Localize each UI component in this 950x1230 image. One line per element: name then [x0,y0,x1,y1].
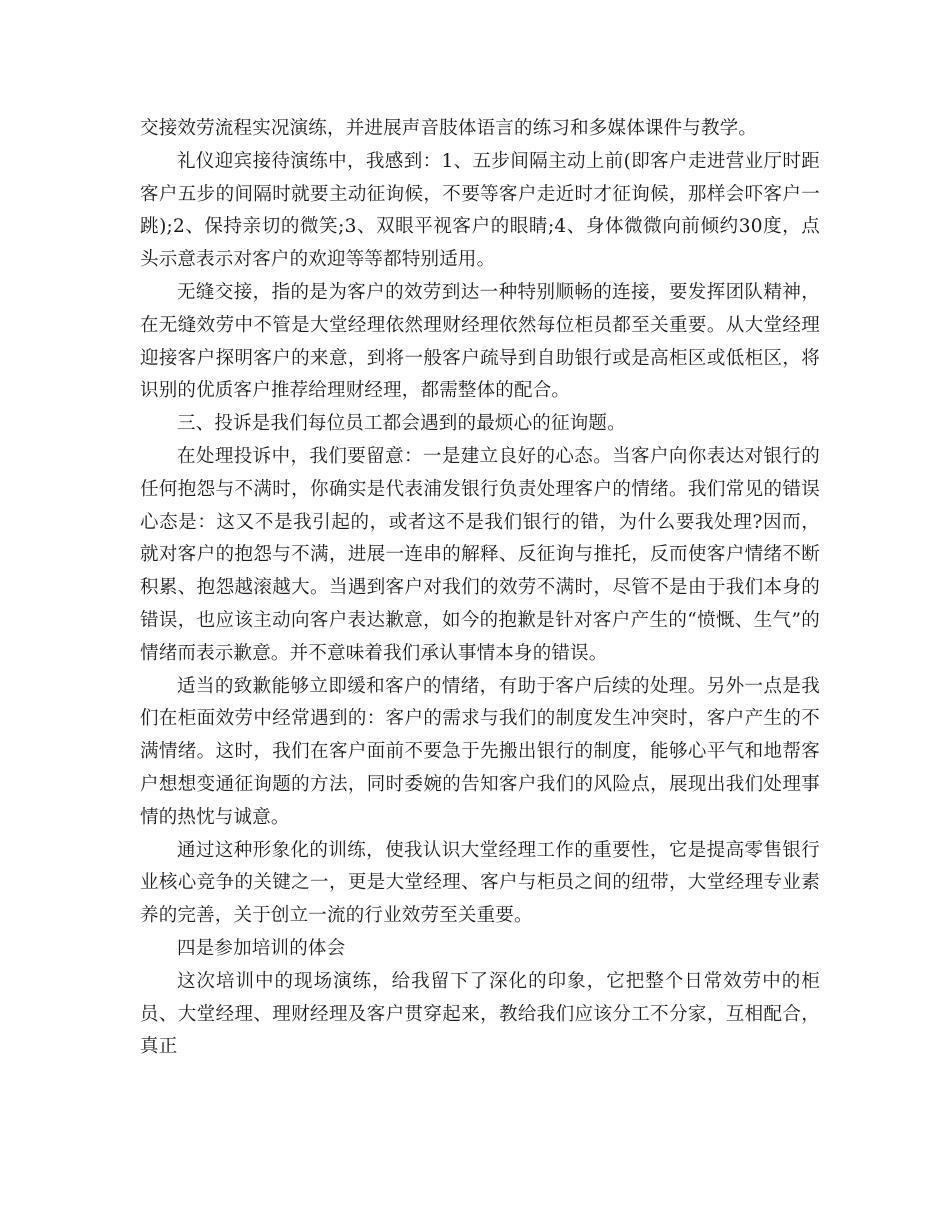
paragraph-etiquette-drill: 礼仪迎宾接待演练中，我感到：1、五步间隔主动上前(即客户走进营业厅时距客户五步的间隔时就要主动征询候，不要等客户走近时才征询候，那样会吓客户一跳);2、保持亲切的微笑;3、双眼平视客户的眼睛;4、身体微微向前倾约30度，点头示意表示对客户的欢迎等等都特别适用。 [140,150,820,271]
section-heading-experience: 四是参加培训的体会 [177,937,346,959]
paragraph-continuation: 交接效劳流程实况演练，并进展声音肢体语言的练习和多媒体课件与教学。 [140,118,758,139]
document-body [140,113,820,1064]
paragraph-training-value: 通过这种形象化的训练，使我认识大堂经理工作的重要性，它是提高零售银行业核心竞争的关键之一，更是大堂经理、客户与柜员之间的纽带，大堂经理专业素养的完善，关于创立一流的行业效劳至关重要。 [140,839,820,927]
paragraph-apology: 适当的致歉能够立即缓和客户的情绪，有助于客户后续的处理。另外一点是我们在柜面效劳中经常遇到的：客户的需求与我们的制度发生冲突时，客户产生的不满情绪。这时，我们在客户面前不要急于先搬出银行的制度，能够心平气和地帮客户想想变通征询题的方法，同时委婉的告知客户我们的风险点，展现出我们处理事情的热忱与诚意。 [140,675,820,828]
paragraph-handling-complaints: 在处理投诉中，我们要留意：一是建立良好的心态。当客户向你表达对银行的任何抱怨与不满时，你确实是代表浦发银行负责处理客户的情绪。我们常见的错误心态是：这又不是我引起的，或者这不是我们银行的错，为什么要我处理?因而，就对客户的抱怨与不满，进展一连串的解释、反征询与推托，反而使客户情绪不断积累、抱怨越滚越大。当遇到客户对我们的效劳不满时，尽管不是由于我们本身的错误，也应该主动向客户表达歉意，如今的抱歉是针对客户产生的“愤慨、生气”的情绪而表示歉意。并不意味着我们承认事情本身的错误。 [140,445,820,664]
section-heading-complaints: 三、投诉是我们每位员工都会遇到的最烦心的征询题。 [177,413,626,435]
paragraph-seamless-handover: 无缝交接，指的是为客户的效劳到达一种特别顺畅的连接，要发挥团队精神，在无缝效劳中不管是大堂经理依然理财经理依然每位柜员都至关重要。从大堂经理迎接客户探明客户的来意，到将一般客户疏导到自助银行或是高柜区或低柜区，将识别的优质客户推荐给理财经理，都需整体的配合。 [140,281,820,402]
paragraph-field-drill: 这次培训中的现场演练，给我留下了深化的印象，它把整个日常效劳中的柜员、大堂经理、理财经理及客户贯穿起来，教给我们应该分工不分家，互相配合，真正 [140,970,820,1058]
